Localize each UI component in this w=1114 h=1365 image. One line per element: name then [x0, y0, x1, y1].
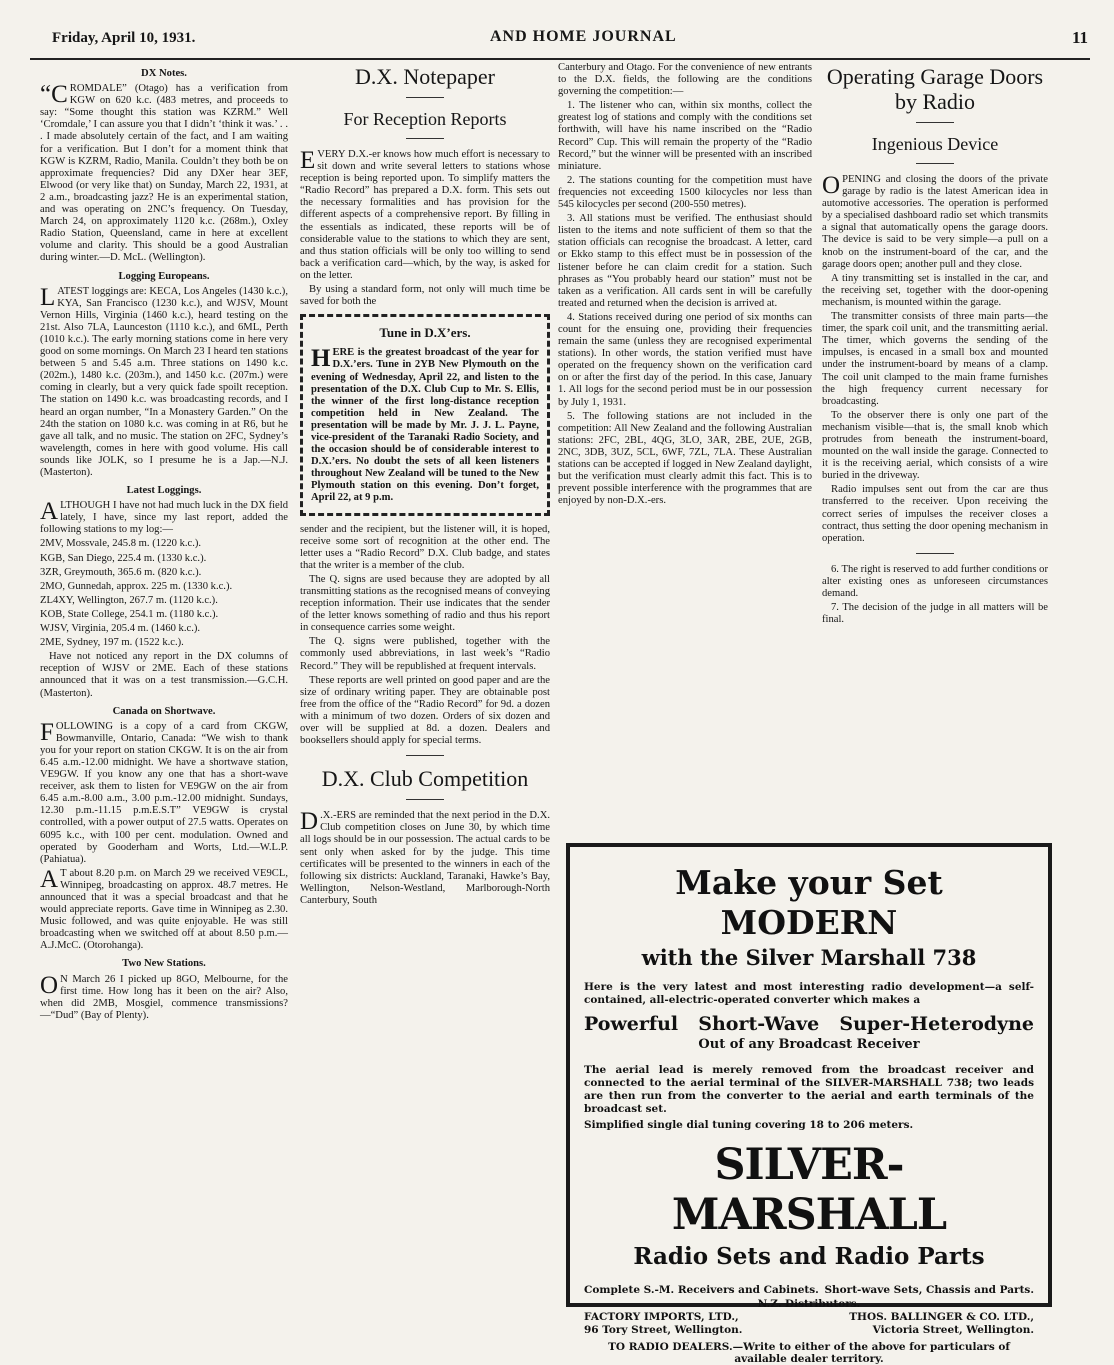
ad-addresses	[584, 1324, 1034, 1337]
page-header	[30, 28, 1090, 60]
garage-body-3: The transmitter consists of three main parts—the timer, the spark coil unit, and the transmitting aerial. The timer, which governs the sending of the impulses, is encased in a small box and mounted under the instrument-board by means of a clamp. The coil unit clamped to the main frame furnishes the high frequency current necessary for broadcasting.	[822, 311, 1048, 407]
canada-body-2: A T about 8.20 p.m. on March 29 we received VE9CL, Winnipeg, broadcasting on approx. 48.7 metres. He announced that it was a special broadcast and that he would appreciate reports. Gave time in Winnipeg as 2.30. Music followed, and was quite enjoyable. He was still broadcasting when we switched off at about 8.50 p.m.—A.J.McC. (Otorohanga).	[40, 865, 288, 952]
garage-subheading: Ingenious Device	[871, 134, 999, 154]
tune-in-box	[300, 314, 550, 515]
divider	[406, 755, 444, 756]
divider	[406, 799, 444, 800]
canada-body: FOLLOWING is a copy of a card from CKGW, Bowmanville, Ontario, Canada: “We wish to thank you for your report on station CKGW. It is on the air from 6.45 a.m.-12.00 midnight. We have a shortwave station, VE9GW. If you know any one that has a short-wave receiver, ask them to listen for VE9GW on the air from 6.45 a.m.-8.00 a.m., 3.00 p.m.-12.00 midnight. Sundays, 12.30 p.m.-11.15 p.m.E.S.T” VE9GW is crystal controlled, with a power output of 27.5 watts. Operates on 6095 k.c., with 100 per cent. modulation. Owned and operated by Gooderham and Worts, Ltd.—W.L.P. (Pahiatua).	[40, 718, 288, 865]
garage-heading: Operating Garage Doors by Radio	[826, 64, 1044, 114]
divider	[406, 97, 444, 98]
drop-cap: “C	[40, 81, 68, 109]
ad-short-wave: Short-Wave	[698, 1013, 820, 1035]
rule-7: 7. The decision of the judge in all matters will be final.	[822, 602, 1048, 626]
list-item: ZL4XY, Wellington, 267.7 m. (1120 k.c.).	[40, 594, 218, 606]
garage-body-2: A tiny transmitting set is installed in the car, and the receiving set, together with the door-opening mechanism, is mounted within the garage.	[822, 272, 1048, 308]
notepaper-body-2: By using a standard form, not only will much time be saved for both the	[300, 284, 550, 308]
rule-3: 3. All stations must be verified. The enthusiast should listen to the items and note sufficient of them so that the station officials can recognise the broadcast. A letter, card or Ekko stamp to this effect must be in possession of the listener before he can claim credit for a station. Such phrases as “You probably heard our station” must not be taken as a verification. All cards sent in will be carefully treated and returned when the decision is arrived at.	[558, 213, 812, 309]
latest-loggings-title: Latest Loggings.	[126, 485, 202, 497]
drop-cap: H	[311, 345, 331, 373]
dx-notes-body: “CROMDALE” (Otago) has a verification from KGW on 620 k.c. (483 metres, and proceeds to say: “Some thought this station was KZRM.” Well ‘Cromdale,’ I can assure you that I didn’t ‘think it was.’ . . . I made absolutely certain of the fact, and I am waiting for a verification. But I don’t for a moment think that KGW is KZRM, Radio, Manila. Couldn’t they both be on approximate frequencies? Did any DXer hear 3EF, Elwood (or very like that) on Sunday, March 22, 1931, at 2 a.m., broadcasting jazz? He is an experimental station, and was operating on 2NC’s frequency. On Tuesday, March 24, on approximately 1120 k.c. (268m.), Oxley Radio Station, Queensland, came in here at excellent volume and clarity. This should be a good Australian during winter.—D. McL. (Wellington).	[40, 81, 288, 264]
list-item: 3ZR, Greymouth, 365.6 m. (820 k.c.).	[40, 566, 202, 578]
ad-receivers: Complete S.-M. Receivers and Cabinets.	[584, 1284, 819, 1296]
ad-intro: Here is the very latest and most interesting radio development—a self-contained, all-electric-operated converter which makes a	[584, 981, 1034, 1006]
notepaper-subheading: For Reception Reports	[343, 109, 507, 129]
rule-6: 6. The right is reserved to add further conditions or alter existing ones as unforeseen circumstances demand.	[822, 563, 1048, 599]
ad-ballinger: THOS. BALLINGER & CO. LTD.,	[849, 1311, 1034, 1323]
two-new-body: O N March 26 I picked up 8GO, Melbourne, for the first time. How long has it been on the air? Also, when did 2MB, Mosgiel, commence transmissions? —“Dud” (Bay of Plenty).	[40, 971, 288, 1021]
notepaper-body-4: The Q. signs are used because they are adopted by all transmitting stations as the recognised means of conveying reception information. Their use indicates that the sender of the letter knows something of radio and thus his report in consequence carries some weight.	[300, 573, 550, 634]
drop-cap: O	[822, 172, 841, 199]
notepaper-body-3: sender and the recipient, but the listener will, it is hoped, receive some sort of recognition at the other end. The letter uses a “Radio Record” D.X. Club badge, and states that the writer is a member of the club.	[300, 523, 550, 571]
column-competition-rules	[558, 62, 812, 509]
issue-date: Friday, April 10, 1931.	[52, 30, 196, 46]
ad-distributor-names	[584, 1311, 1034, 1324]
ad-distributors: N.Z. Distributors.	[757, 1298, 861, 1310]
club-competition-body: D .X.-ERS are reminded that the next period in the D.X. Club competition closes on June 30, by which time all logs should be in our possession. The actual cards to be sent only when asked for by the judge. This time certificates will be presented to the winners in each of the following six districts: Auckland, Taranaki, Hawke’s Bay, Wellington, Nelson-Westland, Marlborough-North Canterbury, South	[300, 808, 550, 906]
silver-marshall-advertisement	[566, 843, 1052, 1365]
rule-2: 2. The stations counting for the competition must have frequencies not exceeding 1500 kilocycles nor less than 545 kilocycles per second (200-550 metres).	[558, 174, 812, 211]
ad-victoria-street: Victoria Street, Wellington.	[872, 1324, 1034, 1336]
drop-cap: A	[40, 498, 59, 526]
rule-5: 5. The following stations are not included in the competition: All New Zealand and the following Australian stations: 2FC, 2BL, 4QG, 3LO, 3AR, 2BE, 2UE, 2GB, 2NC, 3DB, 3UZ, 5CL, 6WF, 7ZL, 7LA. These Australian stations can be accepted if logged in New Zealand daylight, but the verification must clearly admit this fact. This is to prevent possible interference with the programmes that are enjoyed by non-D.X.-ers.	[558, 410, 812, 507]
ad-subtitle: Radio Sets and Radio Parts	[633, 1243, 985, 1270]
notepaper-heading: D.X. Notepaper	[355, 64, 495, 89]
ad-tuning-text: Simplified single dial tuning covering 18 to 206 meters.	[584, 1119, 914, 1131]
notepaper-body-6: These reports are well printed on good paper and are the size of ordinary writing paper. They are obtainable post free from the office of the “Radio Record” for 9d. a dozen with a minimum of two dozen. Orders of six dozen and over will be supplied at 8d. a dozen. Dealers and booksellers should apply for special terms.	[300, 674, 550, 747]
canada-title: Canada on Shortwave.	[112, 705, 216, 717]
ad-products	[584, 1284, 1034, 1297]
garage-body: OPENING and closing the doors of the private garage by radio is the latest American idea in automotive accessories. The operation is performed by a specialised dashboard radio set which transmits a signal that automatically opens the garage doors. The device is said to be very simple—a pull on a knob on the instrument-board of the car, and the garage doors open; another pull and they close.	[822, 172, 1048, 270]
list-item: WJSV, Virginia, 205.4 m. (1460 k.c.).	[40, 623, 201, 635]
station-log-list	[40, 538, 288, 649]
drop-cap: F	[40, 718, 54, 746]
notepaper-body-5: The Q. signs were published, together with the commonly used abbreviations, in last week’s “Radio Record.” They will be republished at frequent intervals.	[300, 636, 550, 672]
ad-title-2: with the Silver Marshall 738	[641, 945, 977, 970]
ad-super-heterodyne: Super-Heterodyne	[839, 1013, 1034, 1035]
column-notepaper	[300, 62, 550, 909]
ad-dealers: TO RADIO DEALERS.—Write to either of the above for particulars of available dealer territory.	[608, 1341, 1010, 1365]
list-item: 2MV, Mossvale, 245.8 m. (1220 k.c.).	[40, 538, 202, 550]
divider	[916, 122, 954, 123]
drop-cap: L	[40, 283, 56, 311]
latest-loggings-body: ALTHOUGH I have not had much luck in the DX field lately, I have, since my last report, added the following stations to my log:—	[40, 498, 288, 536]
divider	[916, 553, 954, 554]
rule-1: 1. The listener who can, within six months, collect the greatest log of stations and comply with the conditions set forthwith, will have his name inscribed on the “Radio Record” Cup. This will remain the property of the “Radio Record,” but the winner will be presented with an inscribed miniature.	[558, 100, 812, 172]
list-item: KOB, State College, 254.1 m. (1180 k.c.).	[40, 608, 219, 620]
drop-cap: A	[40, 865, 59, 893]
drop-cap: O	[40, 971, 59, 999]
column-dx-notes	[40, 62, 288, 1024]
rule-4: 4. Stations received during one period of six months can count for the ensuing one, providing their frequencies remain the same (unless they are recognised experimental stations). In other words, the station verified must have operated on the frequency shown on the verification card on or after the first day of the period. In this case, January 1. All logs for the second period must be in our possession by July 1, 1931.	[558, 311, 812, 408]
ad-powerful-line	[584, 1013, 1034, 1035]
ad-short-wave-sets: Short-wave Sets, Chassis and Parts.	[824, 1284, 1034, 1296]
ad-aerial-text: The aerial lead is merely removed from the broadcast receiver and connected to the aerial terminal of the SILVER-MARSHALL 738; two leads are then run from the converter to the aerial and earth terminals of the broadcast set.	[584, 1064, 1034, 1115]
dx-notes-title: DX Notes.	[141, 68, 187, 79]
notepaper-body: EVERY D.X.-er knows how much effort is necessary to sit down and write several letters to stations whose reception is being reported upon. To simplify matters the “Radio Record” has prepared a D.X. form. This sets out the necessary formalities and has provision for the different aspects of a comprehensive report. By filling in the essentials as indicated, these reports will be of considerable value to the stations to which they are sent, and thus station officials will be only too willing to send back a verification card—which, by the way, is asked for on the letter.	[300, 147, 550, 281]
page-number: 11	[1071, 28, 1088, 47]
tune-in-body: HERE is the greatest broadcast of the year for D.X.’ers. Tune in 2YB New Plymouth on the evening of Wednesday, April 22, and listen to the presentation of the D.X. Club Cup to Mr. S. Ellis, the winner of the first long-distance reception competition held in New Zealand. The presentation will be made by Mr. J. J. L. Payne, vice-president of the Taranaki Radio Society, and the occasion should be of considerable interest to D.X.’ers. No doubt the sets of all keen listeners throughout New Zealand will be tuned to the New Plymouth station on this evening. Don’t forget, April 22, at 9 p.m.	[311, 345, 539, 504]
ad-powerful: Powerful	[584, 1013, 679, 1035]
club-competition-heading: D.X. Club Competition	[321, 766, 529, 792]
rules-intro: Canterbury and Otago. For the convenience of new entrants to the D.X. fields, the following are the conditions governing the competition:—	[558, 62, 812, 98]
list-item: 2MO, Gunnedah, approx. 225 m. (1330 k.c.).	[40, 580, 233, 592]
garage-body-5: Radio impulses sent out from the car are thus transferred to the receiver. Upon receiving the correct series of impulses the receiver closes a contract, thus setting the door opening mechanism in operation.	[822, 484, 1048, 544]
divider	[916, 163, 954, 164]
list-item: KGB, San Diego, 225.4 m. (1330 k.c.).	[40, 552, 207, 564]
drop-cap: D	[300, 808, 319, 836]
journal-title: AND HOME JOURNAL	[490, 28, 677, 45]
ad-factory-imports: FACTORY IMPORTS, LTD.,	[584, 1311, 739, 1323]
logging-body: LATEST loggings are: KECA, Los Angeles (1430 k.c.), KYA, San Francisco (1230 k.c.), and WJSV, Mount Vernon Hills, Virginia (1460 k.c.), heard testing on the 21st. Also 7LA, Launceston (1110 k.c.), and 6ML, Perth (1010 k.c.). The early morning stations come in here very good on some mornings. On March 23 I heard ten stations between 5 and 5.45 a.m. Three stations on 1490 k.c. (202m.), 1480 k.c. (203m.), and 1450 k.c. (207m.) were coming in clearly, but a very quick fade spoilt reception. The station on 1490 k.c. was broadcasting records, and I heard an organ number, “In a Monastery Garden.” On the 24th the station on 1080 k.c. was coming in at R6, but he gave all talk, and no music. The station on 2FC, Sydney’s wavelength, comes in here with good volume. His call sounds like JOLK, so I presume he is a Jap.—N.J. (Masterton).	[40, 283, 288, 478]
logging-title: Logging Europeans.	[118, 270, 210, 282]
ad-title: Make your Set MODERN	[675, 863, 943, 942]
tune-in-title: Tune in D.X’ers.	[379, 325, 471, 341]
drop-cap: E	[300, 147, 316, 174]
divider	[406, 138, 444, 139]
column-garage-doors	[822, 62, 1048, 628]
two-new-title: Two New Stations.	[122, 958, 206, 970]
ad-tory-street: 96 Tory Street, Wellington.	[584, 1324, 743, 1336]
garage-body-4: To the observer there is only one part of the mechanism visible—that is, the small knob which protrudes from beneath the instrument-board, mounted on the wall inside the garage. Connected to it is the receiving aerial, which consists of a wire buried in the driveway.	[822, 409, 1048, 482]
list-item: 2ME, Sydney, 197 m. (1522 k.c.).	[40, 637, 184, 649]
ad-brand: SILVER-MARSHALL	[671, 1140, 947, 1240]
ad-out-of-broadcast: Out of any Broadcast Receiver	[698, 1037, 920, 1052]
latest-loggings-closing: Have not noticed any report in the DX columns of reception of WJSV or 2ME. Each of these stations announced that it was on a test transmission.—G.C.H. (Masterton).	[40, 651, 288, 699]
